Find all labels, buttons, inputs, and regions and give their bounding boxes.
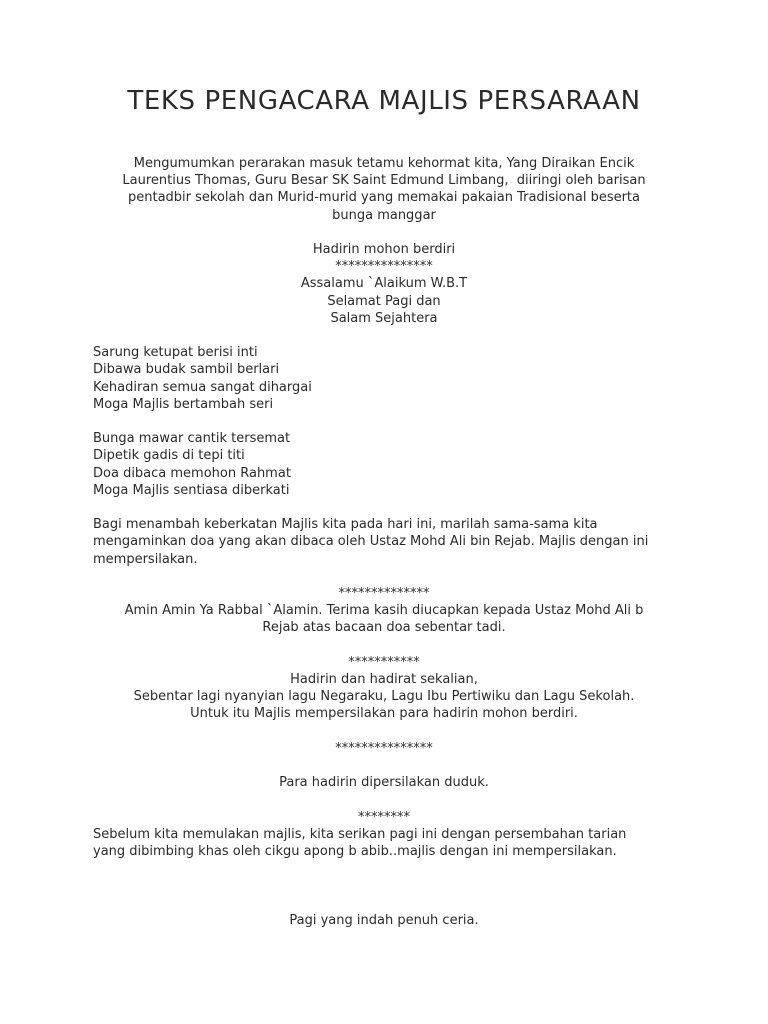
text-line: Dipetik gadis di tepi titi xyxy=(93,448,245,464)
separator-line: ******** xyxy=(358,809,410,825)
intro-paragraph xyxy=(93,155,675,224)
dance-paragraph xyxy=(93,826,675,860)
text-line: Amin Amin Ya Rabbal `Alamin. Terima kasih diucapkan kepada Ustaz Mohd Ali b xyxy=(124,603,644,619)
text-line: Hadirin mohon berdiri xyxy=(312,242,456,257)
doa-invite-paragraph xyxy=(93,516,675,568)
text-line: Hadirin dan hadirat sekalian, xyxy=(290,672,478,687)
text-line: pentadbir sekolah dan Murid-murid yang memakai pakaian Tradisional beserta xyxy=(127,190,640,206)
text-line: Untuk itu Majlis mempersilakan para hadirin mohon berdiri. xyxy=(190,706,578,722)
sit-instruction: Para hadirin dipersilakan duduk. xyxy=(279,775,489,791)
text-line: Kehadiran semua sangat dihargai xyxy=(93,379,312,395)
text-line: Sebentar lagi nyanyian lagu Negaraku, Lagu Ibu Pertiwiku dan Lagu Sekolah. xyxy=(133,689,635,705)
spacer xyxy=(93,499,675,516)
spacer xyxy=(93,791,675,808)
text-line: Bunga mawar cantik tersemat xyxy=(93,431,291,447)
text-line: Dibawa budak sambil berlari xyxy=(93,362,280,378)
document-body xyxy=(93,155,675,929)
spacer xyxy=(93,224,675,241)
text-line: Rejab atas bacaan doa sebentar tadi. xyxy=(262,620,506,636)
spacer xyxy=(93,327,675,344)
text-line: Sebelum kita memulakan majlis, kita serikan pagi ini dengan persembahan tarian xyxy=(93,826,627,842)
separator-line: ************** xyxy=(338,586,430,601)
separator-line: *********** xyxy=(348,654,420,670)
text-line: Sarung ketupat berisi inti xyxy=(93,345,258,361)
closing-line: Pagi yang indah penuh ceria. xyxy=(289,912,479,928)
spacer xyxy=(93,860,675,912)
text-line: Doa dibaca memohon Rahmat xyxy=(93,465,291,481)
spacer xyxy=(93,723,675,740)
pantun-verse-2 xyxy=(93,430,675,499)
text-line: Moga Majlis sentiasa diberkati xyxy=(93,482,290,498)
anthem-paragraph xyxy=(93,654,675,723)
text-line: Salam Sejahtera xyxy=(330,310,438,326)
text-line: Bagi menambah keberkatan Majlis kita pada hari ini, marilah sama-sama kita xyxy=(93,517,598,533)
text-line: yang dibimbing khas oleh cikgu apong b abib..majlis dengan ini mempersilakan. xyxy=(93,843,617,859)
separator-line: *************** xyxy=(335,740,433,756)
spacer xyxy=(93,757,675,774)
text-line: mempersilakan. xyxy=(93,551,198,567)
spacer xyxy=(93,413,675,430)
spacer xyxy=(93,568,675,585)
pantun-verse-1 xyxy=(93,344,675,413)
text-line: Moga Majlis bertambah seri xyxy=(93,396,274,412)
spacer xyxy=(93,637,675,654)
separator-line: *************** xyxy=(335,259,433,275)
document-title: TEKS PENGACARA MAJLIS PERSARAAN xyxy=(127,86,641,116)
greeting-block xyxy=(93,241,675,327)
text-line: Assalamu `Alaikum W.B.T xyxy=(300,276,468,292)
text-line: bunga manggar xyxy=(332,207,436,223)
amin-paragraph xyxy=(93,585,675,637)
text-line: Selamat Pagi dan xyxy=(327,293,441,309)
text-line: Mengumumkan perarakan masuk tetamu kehormat kita, Yang Diraikan Encik xyxy=(133,156,635,171)
text-line: Laurentius Thomas, Guru Besar SK Saint Edmund Limbang, diiringi oleh barisan xyxy=(122,173,646,189)
text-line: mengaminkan doa yang akan dibaca oleh Ustaz Mohd Ali bin Rejab. Majlis dengan ini xyxy=(93,534,649,550)
